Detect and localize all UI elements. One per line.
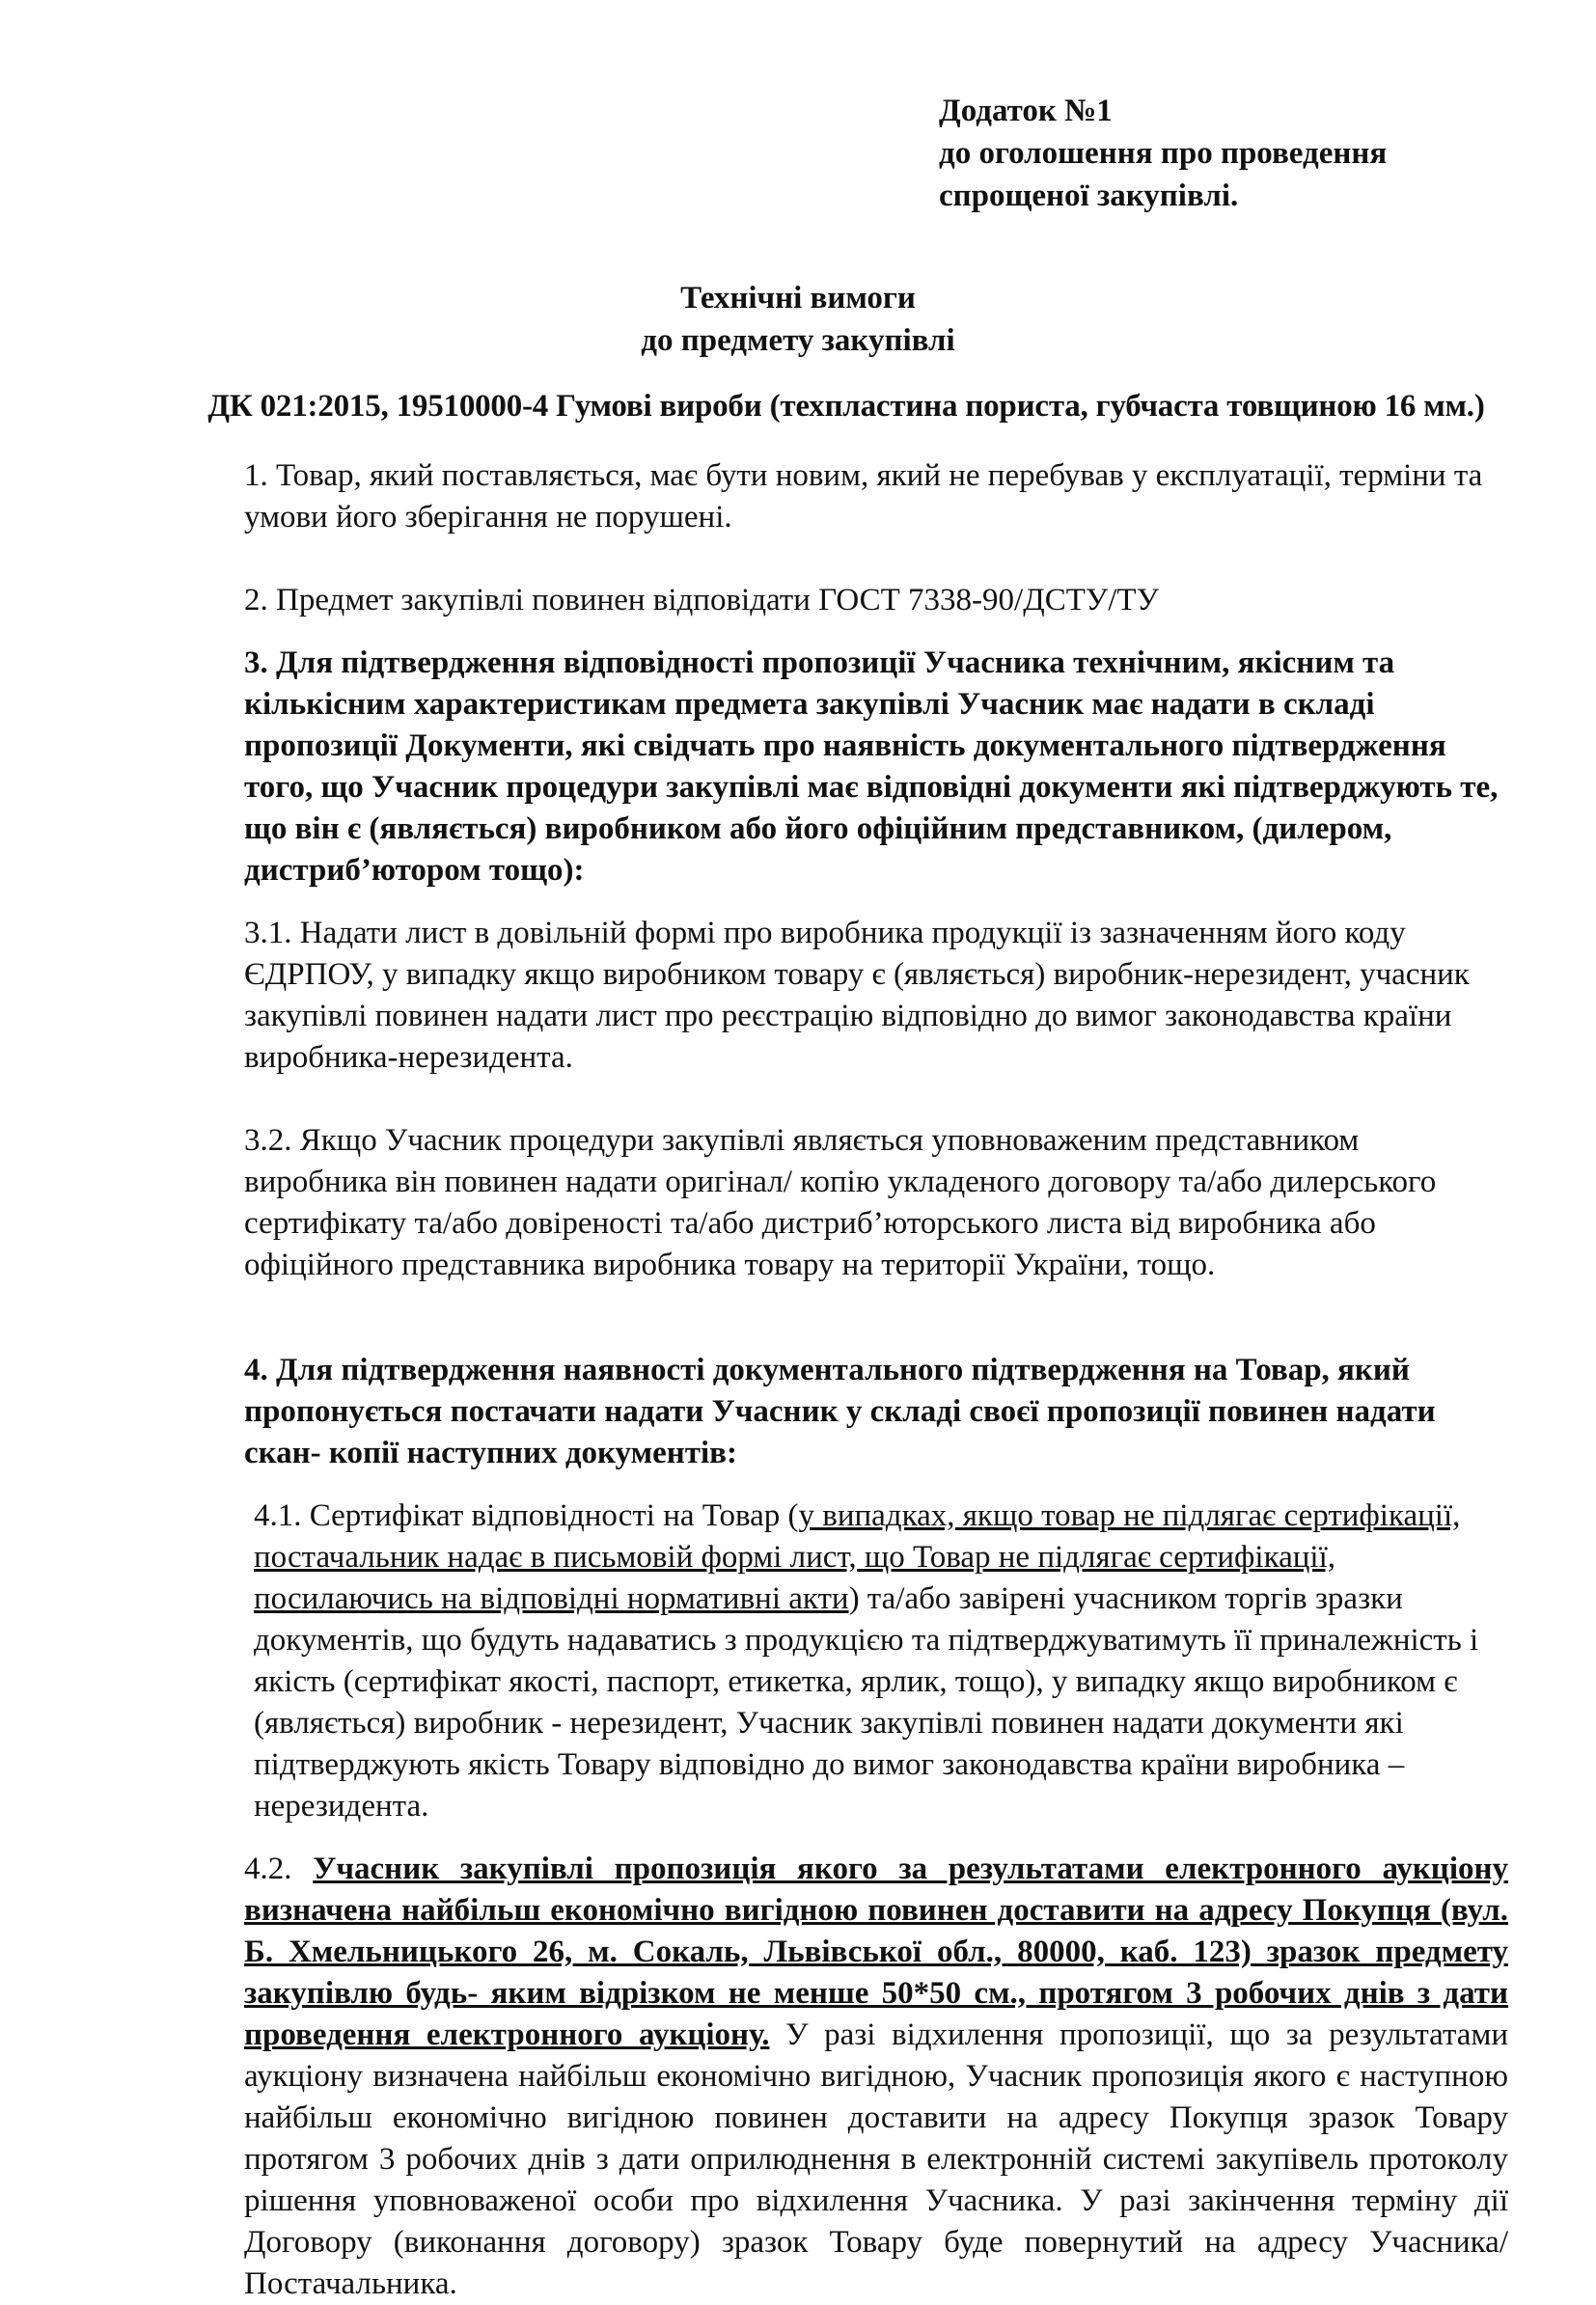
requirement-2: 2. Предмет закупівлі повинен відповідати ГОСТ 7338-90/ДСТУ/ТУ <box>244 583 1159 617</box>
procurement-subject: ДК 021:2015, 19510000-4 Гумові вироби (техпластина пориста, губчаста товщиною 16 мм.) <box>207 389 1485 424</box>
requirement-4-2-emphasis: Учасник закупівлі пропозиція якого за результатами електронного аукціону визначена найбільш економічно вигідною повинен доставити на адресу Покупця (вул. Б. Хмельницького 26, м. Сокаль, Львівської обл., 80000, каб. 123) зразок предмету закупівлю будь- яким відрізком не менше 50*50 см., протягом 3 робочих днів з дати проведення електронного аукціону. <box>244 1852 1508 2052</box>
requirement-1: 1. Товар, який поставляється, має бути новим, який не перебував у експлуатації, терміни та умови його зберігання не порушені. <box>244 458 1483 535</box>
requirement-3: 3. Для підтвердження відповідності пропозиції Учасника технічним, якісним та кількісним характеристикам предмета закупівлі Учасник має надати в складі пропозиції Документи, які свідчать про наявність документального підтвердження того, що Учасник процедури закупівлі має відповідні документи які підтверджують те, що він є (являється) виробником або його офіційним представником, (дилером, дистриб’ютором тощо): <box>244 645 1499 888</box>
annex-number: Додаток №1 <box>939 94 1113 128</box>
requirement-4-2 <box>244 1849 1508 2305</box>
requirement-4: 4. Для підтвердження наявності документального підтвердження на Товар, який пропонується постачати надати Учасник у складі своєї пропозиції повинен надати скан- копії наступних документів: <box>244 1353 1436 1470</box>
requirement-4-2-start: 4.2. <box>244 1852 314 1886</box>
requirement-4-1-end: ) та/або завірені учасником торгів зразки документів, що будуть надаватись з продукцією та підтверджуватимуть її приналежність і якість (сертифікат якості, паспорт, етикетка, ярлик, тощо), у випадку якщо виробником є (являється) виробник - нерезидент, Учасник закупівлі повинен надати документи які підтверджують якість Товару відповідно до вимог законодавства країни виробника – нерезидента. <box>254 1581 1479 1824</box>
requirement-4-2-end: У разі відхилення пропозиції, що за результатами аукціону визначена найбільш економічно вигідною, Учасник пропозиція якого є наступною найбільш економічно вигідною повинен доставити на адресу Покупця зразок Товару протягом 3 робочих днів з дати оприлюднення в електронній системі закупівель протоколу рішення уповноваженої особи про відхилення Учасника. У разі закінчення терміну дії Договору (виконання договору) зразок Товару буде повернутий на адресу Учасника/Постачальника. <box>244 2017 1508 2301</box>
requirement-4-1-start: 4.1. Сертифікат відповідності на Товар ( <box>254 1498 799 1533</box>
requirement-3-2: 3.2. Якщо Учасник процедури закупівлі являється уповноваженим представником виробника він повинен надати оригінал/ копію укладеного договору та/або дилерського сертифікату та/або довіреності та/або дистриб’юторського листа від виробника або офіційного представника виробника товару на території України, тощо. <box>244 1123 1437 1282</box>
annex-line-2: до оголошення про проведення <box>939 136 1388 171</box>
annex-line-3: спрощеної закупівлі. <box>939 178 1239 213</box>
requirement-4-1-underlined: у випадках, якщо товар не підлягає сертифікації, постачальник надає в письмовій формі лист, що Товар не підлягає сертифікації, посилаючись на відповідні нормативні акти <box>254 1498 1461 1616</box>
requirement-3-1: 3.1. Надати лист в довільній формі про виробника продукції із зазначенням його коду ЄДРПОУ, у випадку якщо виробником товару є (являється) виробник-нерезидент, учасник закупівлі повинен надати лист про реєстрацію відповідно до вимог законодавства країни виробника-нерезидента. <box>244 916 1470 1075</box>
requirements-body <box>244 455 1508 2305</box>
title-line-1: Технічні вимоги <box>680 281 916 316</box>
requirement-4-1 <box>244 1496 1508 1827</box>
annex-header <box>939 90 1387 217</box>
document-title <box>0 277 1596 362</box>
title-line-2: до предмету закупівлі <box>641 323 955 358</box>
